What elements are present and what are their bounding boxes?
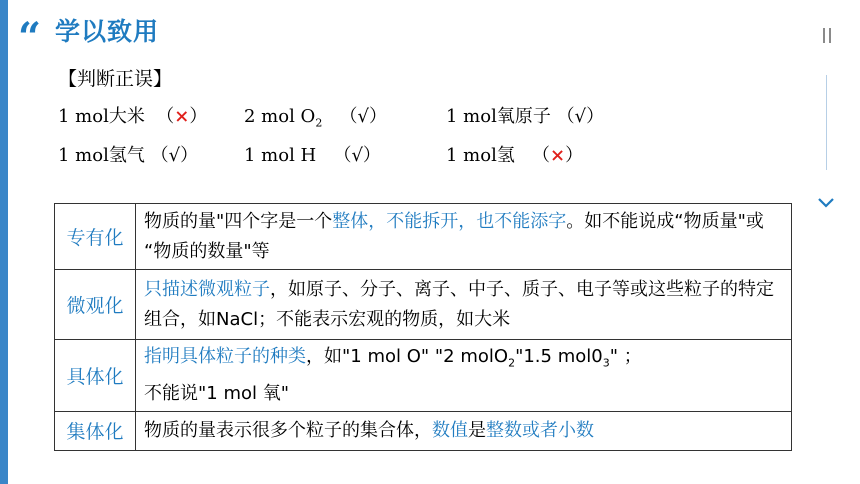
wrong-mark: × (550, 145, 566, 166)
description-text: 2 (508, 356, 516, 370)
description-text: 不能说"1 mol 氧" (144, 382, 290, 404)
judge-heading: 【判断正误】 (58, 68, 173, 90)
highlighted-text: 数值 (432, 419, 468, 441)
description-text: 是 (468, 419, 486, 441)
row-term: 具体化 (55, 340, 136, 412)
row-description (136, 270, 792, 340)
description-text: 物质的量表示很多个粒子的集合体， (144, 419, 432, 441)
highlighted-text: 整数或者小数 (486, 419, 594, 441)
page-title: 学以致用 (55, 17, 160, 46)
description-text: 物质的量"四个字是一个 (144, 210, 333, 232)
highlighted-text: 指明具体粒子的种类 (144, 346, 306, 367)
judgment-item: 1 mol H （√） (244, 145, 381, 166)
judgment-item: 1 mol氢气 （√） (58, 145, 199, 166)
table-row (55, 340, 792, 412)
judgment-item: 1 mol大米 （×） (58, 106, 208, 127)
judgment-item: 1 mol氢 （×） (446, 145, 584, 166)
table-row (55, 204, 792, 270)
description-text: 3 (602, 356, 610, 370)
row-term: 集体化 (55, 411, 136, 450)
title-row (18, 12, 160, 61)
correct-mark: √ (357, 106, 369, 127)
description-text: 。如不能说成“物质量"或 “物质的数量"等 (144, 210, 764, 262)
correct-mark: √ (168, 145, 181, 166)
chevron-down-icon[interactable] (816, 196, 836, 210)
left-accent-bar (0, 0, 8, 484)
correct-mark: √ (351, 145, 363, 166)
highlighted-text: 整体，不能拆开，也不能添字 (332, 210, 567, 232)
description-text: " ； (609, 346, 642, 367)
table-row (55, 411, 792, 450)
concept-table (54, 203, 792, 451)
description-text: ，如"1 mol O" "2 molO (306, 346, 509, 367)
quote-icon: “ (18, 14, 42, 61)
pause-icon[interactable] (821, 28, 833, 44)
wrong-mark: × (174, 106, 190, 127)
row-description (136, 204, 792, 270)
row-term: 微观化 (55, 270, 136, 340)
row-term: 专有化 (55, 204, 136, 270)
row-description (136, 340, 792, 412)
highlighted-text: 只描述微观粒子 (144, 278, 270, 300)
correct-mark: √ (574, 106, 587, 127)
table-row (55, 270, 792, 340)
judgment-item: 1 mol氧原子 （√） (446, 106, 605, 127)
description-text: ，如原子、分子、离子、中子、质子、电子等或这些粒子的特定组合，如NaCl；不能表示宏观的物质，如大米 (144, 278, 774, 330)
scroll-track (826, 75, 827, 170)
description-text: "1.5 mol0 (515, 346, 603, 367)
judgment-item: 2 mol $O_2$ （√） (244, 106, 387, 130)
row-description (136, 411, 792, 450)
